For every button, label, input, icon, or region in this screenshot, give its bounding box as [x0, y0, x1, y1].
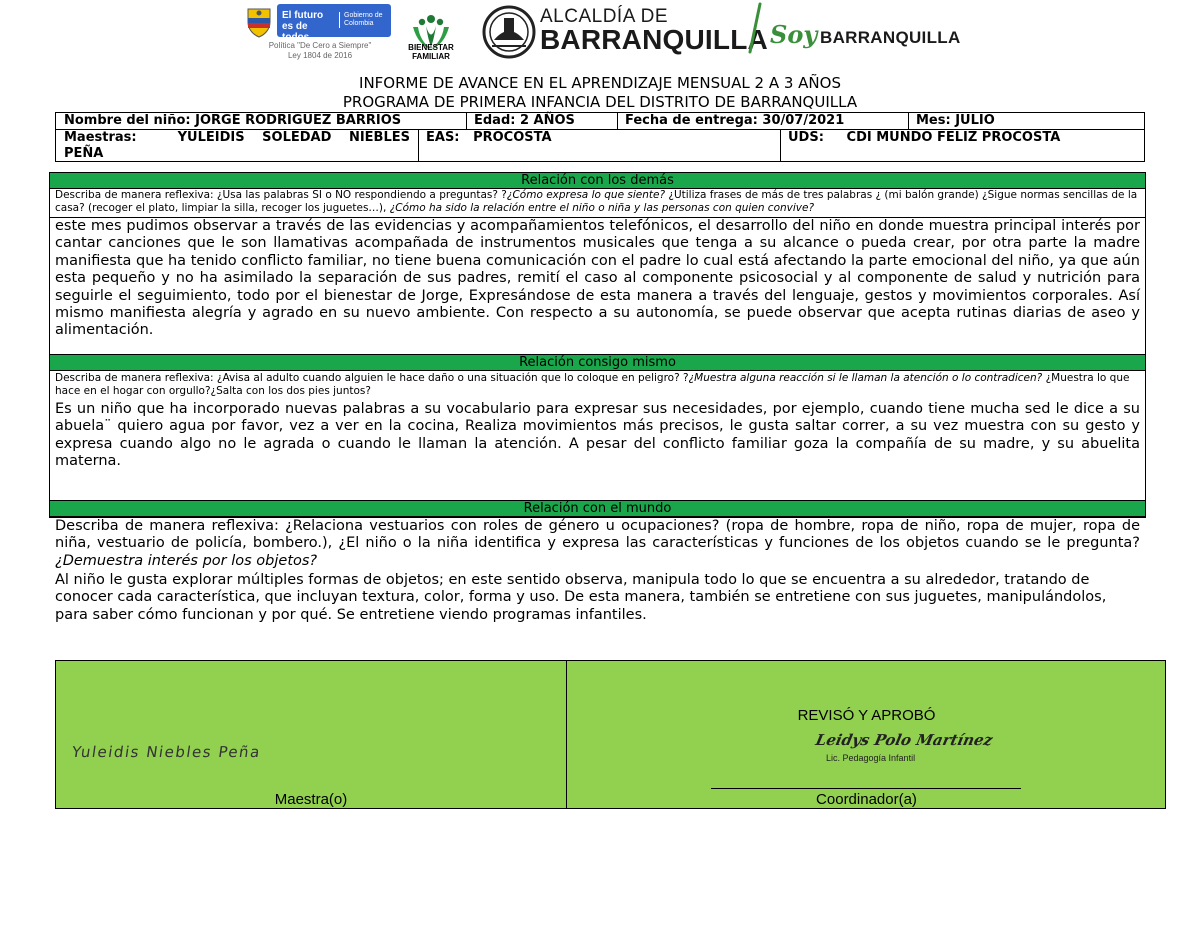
- ley-line: Ley 1804 de 2016: [287, 51, 353, 60]
- section-prompt-consigo: [55, 372, 1140, 398]
- futuro-line2: Gobierno de Colombia: [339, 12, 392, 28]
- section-prompt-mundo: [55, 518, 1140, 570]
- child-info-table: [55, 112, 1145, 162]
- prompt-italic: ¿Cómo expresa lo que siente?: [506, 189, 666, 201]
- barranquilla-brand-text: BARRANQUILLA: [820, 28, 961, 47]
- section-header-consigo: Relación consigo mismo: [49, 354, 1146, 371]
- maestra-signature: Yuleidis Niebles Peña: [70, 743, 263, 761]
- reviso-aprobo-label: REVISÓ Y APROBÓ: [797, 707, 936, 724]
- teacher-names: Maestras: YULEIDIS SOLEDAD NIEBLES PEÑA: [64, 130, 415, 161]
- bienestar-familiar-text: BIENESTAR FAMILIAR: [408, 43, 454, 61]
- section-header-mundo: Relación con el mundo: [49, 500, 1146, 517]
- coordinador-label: Coordinador(a): [816, 791, 917, 808]
- section-prompt-demas: [55, 189, 1140, 215]
- prompt-italic: ¿Cómo ha sido la relación entre el niño o niña y las personas con quien convive?: [389, 202, 815, 214]
- delivery-date: Fecha de entrega: 30/07/2021: [625, 113, 845, 128]
- uds-value: UDS: CDI MUNDO FELIZ PROCOSTA: [788, 130, 1061, 145]
- politica-text: [255, 41, 385, 61]
- coordinadora-signature-line: [711, 788, 1021, 789]
- eas-value: EAS: PROCOSTA: [426, 130, 552, 145]
- soy-text: Soy: [770, 20, 818, 49]
- coordinadora-signature: Leidys Polo Martínez: [814, 731, 995, 749]
- report-title: INFORME DE AVANCE EN EL APRENDIZAJE MENSUAL 2 A 3 AÑOS: [359, 74, 841, 92]
- prompt-italic: ¿Demuestra interés por los objetos?: [55, 552, 318, 569]
- child-name: Nombre del niño: JORGE RODRIGUEZ BARRIOS: [64, 113, 402, 128]
- coordinadora-subtitle: Lic. Pedagogía Infantil: [826, 753, 916, 763]
- report-month: Mes: JULIO: [916, 113, 995, 128]
- prompt-text: Describa de manera reflexiva: ¿Relaciona vestuarios con roles de género u ocupaciones? (ropa de hombre, ropa de niño, ropa de mujer, ropa de niña, vestuario de policía, bombero.), ¿El niño o la niña identifica y expresa las características y funciones de los objetos cuando se le pregunta?: [55, 518, 1140, 552]
- section-body-mundo: Al niño le gusta explorar múltiples formas de objetos; en este sentido observa, manipula todo lo que se encuentra a su alrededor, tratando de conocer cada característica, que incluyan textura, color, forma y uso. De esta manera, también se entretiene con sus juguetes, manipulándolos, para saber cómo funcionan y por qué. Se entretiene viendo programas infantiles.: [55, 572, 1107, 623]
- maestra-label: Maestra(o): [274, 791, 348, 808]
- section-body-consigo: Es un niño que ha incorporado nuevas palabras a su vocabulario para expresar sus necesidades, por ejemplo, cuando tiene mucha sed le dice a su abuela¨ quiero agua por favor, vez a ver en la cocina, Realiza movimientos más precisos, le gusta saltar correr, a su vez muestra con su gesto y expresa cuando algo no le agrada o cuando le llaman la atención. A pesar del conflicto familiar goza la compañía de su madre, y su abuelita materna.: [55, 401, 1140, 470]
- section-body-demas: este mes pudimos observar a través de las evidencias y acompañamientos telefónicos, el desarrollo del niño en donde muestra principal interés por cantar canciones que le son llamativas acompañada de instrumentos musicales que tenga a su alcance o pueda crear, por otra parte la madre manifiesta que ha tenido conflicto familiar, no tiene buena comunicación con el padre lo cual está afectando la parte emocional del niño, ya que aún esta pequeño y no ha asimilado la separación de sus padres, remití el caso al componente psicosocial y al componente de salud y nutrición para seguirle el seguimiento, todo por el bienestar de Jorge, Expresándose de esta manera a través del lenguaje, gestos y movimientos corporales. Así mismo manifiesta alegría y agrado en su nuevo ambiente. Con respecto a su autonomía, se puede observar que acepta rutinas diarias de aseo y alimentación.: [55, 218, 1140, 339]
- signature-divider: [566, 661, 567, 808]
- prompt-italic: ¿Muestra alguna reacción si le llaman la atención o lo contradicen?: [688, 372, 1043, 384]
- barranquilla-text: BARRANQUILLA: [540, 24, 768, 55]
- program-title: PROGRAMA DE PRIMERA INFANCIA DEL DISTRITO DE BARRANQUILLA: [342, 93, 858, 111]
- prompt-text: Describa de manera reflexiva: ¿Usa las palabras SI o NO respondiendo a preguntas? ?: [55, 189, 507, 201]
- futuro-line1: El futuro es de todos: [282, 10, 324, 43]
- prompt-text: ¿Utiliza frases de más de tres palabras ¿ (mi balón grande) ¿Sigue normas sencillas de la casa? (recoger el plato, limpiar la silla, recoger los juguetes…),: [55, 189, 1138, 214]
- barranquilla-escudo-icon: [482, 4, 536, 60]
- slash-divider-icon: [745, 2, 765, 54]
- futuro-de-todos-logo: [277, 4, 391, 43]
- section-header-demas: Relación con los demás: [49, 172, 1146, 189]
- signature-box: [55, 660, 1166, 809]
- politica-line: Política "De Cero a Siempre": [268, 41, 372, 50]
- prompt-text: Describa de manera reflexiva: ¿Avisa al adulto cuando alguien le hace daño o una situación que lo coloque en peligro? ?: [55, 372, 689, 384]
- child-age: Edad: 2 AÑOS: [474, 113, 575, 128]
- colombia-shield-icon: [244, 6, 274, 38]
- prompt-text: ¿Muestra lo que hace en el hogar con orgullo?¿Salta con los dos pies juntos?: [55, 372, 1130, 397]
- alcaldia-text: ALCALDÍA DE: [540, 6, 668, 27]
